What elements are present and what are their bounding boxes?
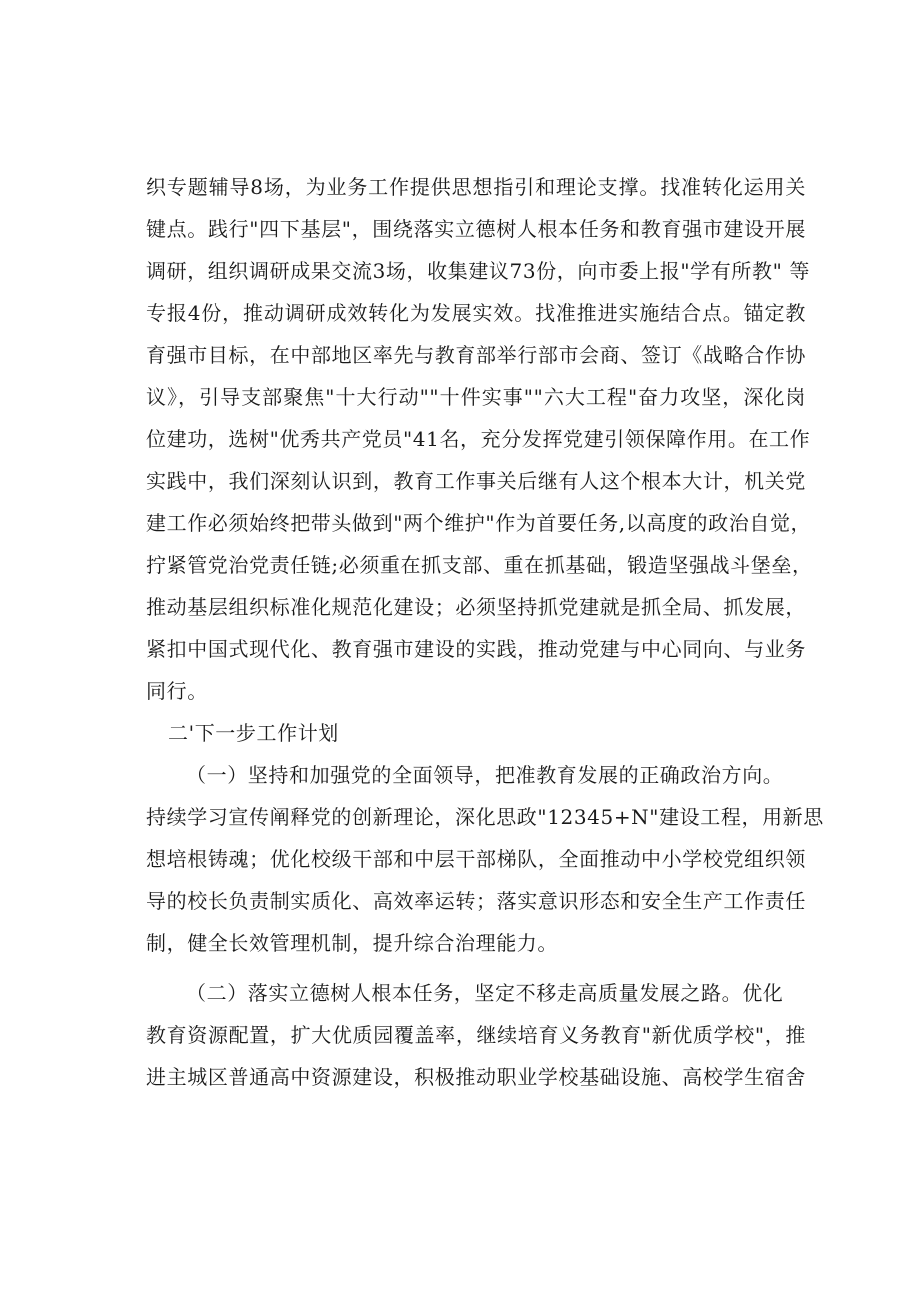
paragraph-line: 建工作必须始终把带头做到"两个维护"作为首要任务,以高度的政治自觉，	[146, 511, 812, 535]
paragraph-line: （一）坚持和加强党的全面领导，把准教育发展的正确政治方向。	[186, 763, 784, 787]
paragraph-line: 实践中，我们深刻认识到，教育工作事关后继有人这个根本大计，机关党	[146, 469, 806, 493]
section-heading: 二'下一步工作计划	[168, 721, 339, 745]
paragraph-line: 拧紧管党治党责任链;必须重在抓支部、重在抓基础，锻造坚强战斗堡垒，	[146, 553, 813, 577]
paragraph-1	[146, 166, 813, 712]
paragraph-line: 调研，组织调研成果交流3场，收集建议73份，向市委上报"学有所教" 等	[146, 259, 810, 283]
paragraph-3	[146, 972, 806, 1098]
paragraph-line: 持续学习宣传阐释党的创新理论，深化思政"12345+N"建设工程，用新思	[146, 805, 824, 829]
paragraph-line: 导的校长负责制实质化、高效率运转；落实意识形态和安全生产工作责任	[146, 889, 806, 913]
paragraph-line: 同行。	[146, 679, 208, 703]
paragraph-line: 教育资源配置，扩大优质园覆盖率，继续培育义务教育"新优质学校"，推	[146, 1023, 806, 1047]
paragraph-line: 议》，引导支部聚焦"十大行动""十件实事""六大工程"奋力攻坚，深化岗	[146, 385, 806, 409]
paragraph-line: 制，健全长效管理机制，提升综合治理能力。	[146, 931, 558, 955]
paragraph-line: 想培根铸魂；优化校级干部和中层干部梯队，全面推动中小学校党组织领	[146, 847, 806, 871]
paragraph-line: 键点。践行"四下基层"，围绕落实立德树人根本任务和教育强市建设开展	[146, 217, 806, 241]
paragraph-line: 育强市目标，在中部地区率先与教育部举行部市会商、签订《战略合作协	[146, 343, 806, 367]
paragraph-line: 紧扣中国式现代化、教育强市建设的实践，推动党建与中心同向、与业务	[146, 637, 806, 661]
paragraph-2	[146, 754, 824, 964]
paragraph-line: 专报4份，推动调研成效转化为发展实效。找准推进实施结合点。锚定教	[146, 301, 806, 325]
document-body	[146, 166, 824, 1098]
paragraph-line: （二）落实立德树人根本任务，坚定不移走高质量发展之路。优化	[186, 981, 784, 1005]
paragraph-gap	[146, 964, 806, 972]
paragraph-line: 推动基层组织标准化规范化建设；必须坚持抓党建就是抓全局、抓发展，	[146, 595, 806, 619]
paragraph-line: 位建功，选树"优秀共产党员"41名，充分发挥党建引领保障作用。在工作	[146, 427, 811, 451]
paragraph-line: 织专题辅导8场，为业务工作提供思想指引和理论支撑。找准转化运用关	[146, 175, 806, 199]
paragraph-line: 进主城区普通高中资源建设，积极推动职业学校基础设施、高校学生宿舍	[146, 1065, 806, 1089]
